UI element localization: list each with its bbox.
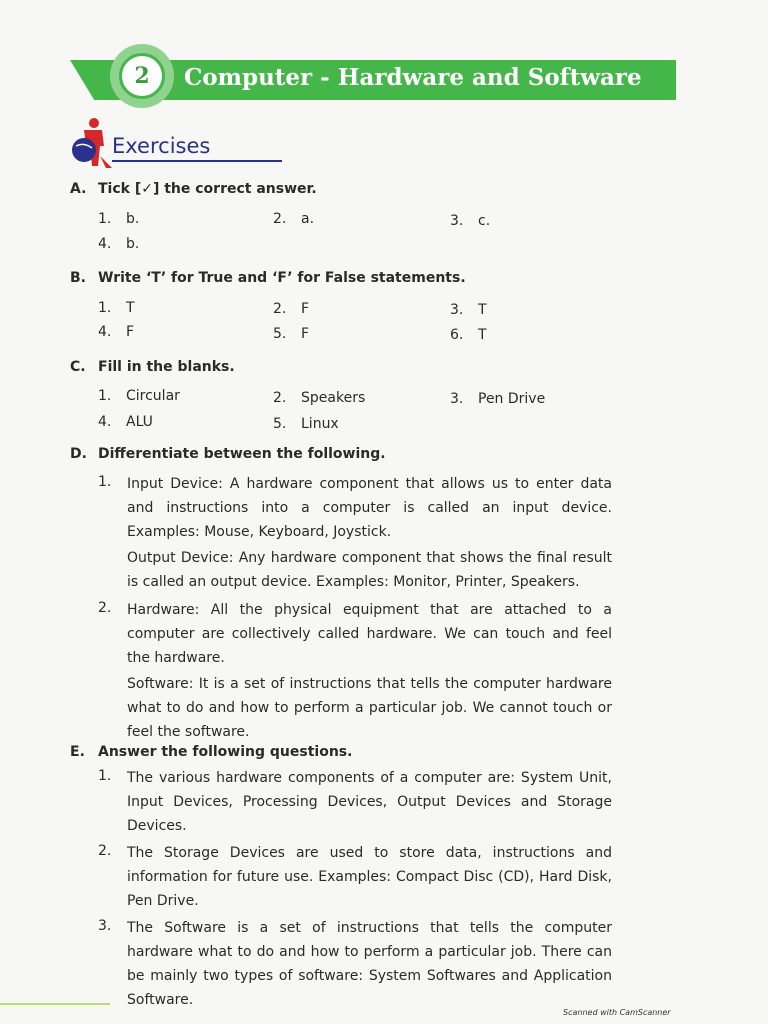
answer-value: b. (126, 211, 140, 227)
section-d-item-2-p1: Hardware: All the physical equipment that are attached to a computer are collectively called hardware. We can touch and feel the hardware. (127, 602, 612, 666)
footer-line (0, 1003, 110, 1005)
section-e-item-3: The Software is a set of instructions that tells the computer hardware what to do and how to perform a particular job. There can be mainly two types of software: System Softwares and Application Software. (127, 920, 612, 1008)
answer-number: 4. (98, 324, 112, 340)
answer-number: 4. (98, 414, 112, 430)
section-c-answer (98, 388, 180, 404)
answer-value: Pen Drive (478, 391, 546, 407)
answer-number: 3. (450, 302, 464, 318)
answer-value: c. (478, 213, 491, 229)
section-a-answer (273, 211, 314, 227)
section-e-item-number: 1. (98, 768, 112, 784)
answer-number: 1. (98, 300, 112, 316)
section-d-item-1-p2: Output Device: Any hardware component that shows the final result is called an output device. Examples: Monitor, Printer, Speakers. (127, 550, 612, 590)
section-c-title: Fill in the blanks. (98, 359, 235, 375)
answer-value: Speakers (301, 390, 366, 406)
answer-number: 3. (450, 213, 464, 229)
answer-number: 4. (98, 236, 112, 252)
section-d-item-number: 1. (98, 474, 112, 490)
answer-value: Linux (301, 416, 339, 432)
section-c-answer (273, 416, 339, 432)
section-e-title: Answer the following questions. (98, 744, 353, 760)
section-c-letter: C. (70, 359, 86, 375)
answer-value: F (301, 301, 310, 317)
answer-number: 5. (273, 416, 287, 432)
answer-number: 1. (98, 211, 112, 227)
answer-value: Circular (126, 388, 180, 404)
section-e-letter: E. (70, 744, 85, 760)
answer-number: 2. (273, 390, 287, 406)
section-b-answer (450, 327, 487, 343)
section-a-answer (450, 213, 490, 229)
section-c-answer (273, 390, 365, 406)
exercises-logo-icon (70, 116, 114, 170)
section-b-answer (450, 302, 487, 318)
section-b-answer (98, 300, 135, 316)
section-d-letter: D. (70, 446, 87, 462)
section-b-answer (273, 301, 309, 317)
answer-value: T (478, 327, 487, 343)
section-b-letter: B. (70, 270, 86, 286)
exercises-label: Exercises (112, 134, 211, 158)
answer-number: 1. (98, 388, 112, 404)
answer-value: F (301, 326, 310, 342)
section-a-answer (98, 236, 139, 252)
section-a-answer (98, 211, 139, 227)
answer-value: T (478, 302, 487, 318)
answer-number: 3. (450, 391, 464, 407)
scanned-watermark: Scanned with CamScanner (563, 1008, 671, 1017)
chapter-banner (70, 58, 676, 102)
section-d-item-number: 2. (98, 600, 112, 616)
answer-value: ALU (126, 414, 153, 430)
chapter-number-badge (110, 44, 174, 108)
section-e-item-number: 3. (98, 918, 112, 934)
section-b-answer (98, 324, 134, 340)
section-a-title: Tick [✓] the correct answer. (98, 181, 317, 197)
section-e-item-2: The Storage Devices are used to store data, instructions and information for future use. Examples: Compact Disc (CD), Hard Disk, Pen Drive. (127, 845, 612, 909)
answer-value: T (126, 300, 135, 316)
chapter-title: Computer - Hardware and Software (184, 64, 642, 91)
exercises-underline (112, 160, 282, 162)
section-e-item-1: The various hardware components of a computer are: System Unit, Input Devices, Processing Devices, Output Devices and Storage Devices. (127, 770, 612, 834)
answer-number: 2. (273, 301, 287, 317)
section-c-answer (98, 414, 153, 430)
section-d-item-1-p1: Input Device: A hardware component that allows us to enter data and instructions into a computer is called an input device. Examples: Mouse, Keyboard, Joystick. (127, 476, 612, 540)
section-e-item-number: 2. (98, 843, 112, 859)
answer-value: b. (126, 236, 140, 252)
exercises-heading (70, 116, 230, 170)
section-d-item-2-p2: Software: It is a set of instructions that tells the computer hardware what to do and how to perform a particular job. We cannot touch or feel the software. (127, 676, 612, 740)
answer-number: 6. (450, 327, 464, 343)
answer-number: 2. (273, 211, 287, 227)
section-b-answer (273, 326, 309, 342)
answer-value: a. (301, 211, 315, 227)
section-c-answer (450, 391, 545, 407)
section-d-title: Differentiate between the following. (98, 446, 386, 462)
section-b-title: Write ‘T’ for True and ‘F’ for False statements. (98, 270, 466, 286)
section-a-letter: A. (70, 181, 87, 197)
answer-value: F (126, 324, 135, 340)
chapter-number: 2 (119, 53, 165, 99)
answer-number: 5. (273, 326, 287, 342)
